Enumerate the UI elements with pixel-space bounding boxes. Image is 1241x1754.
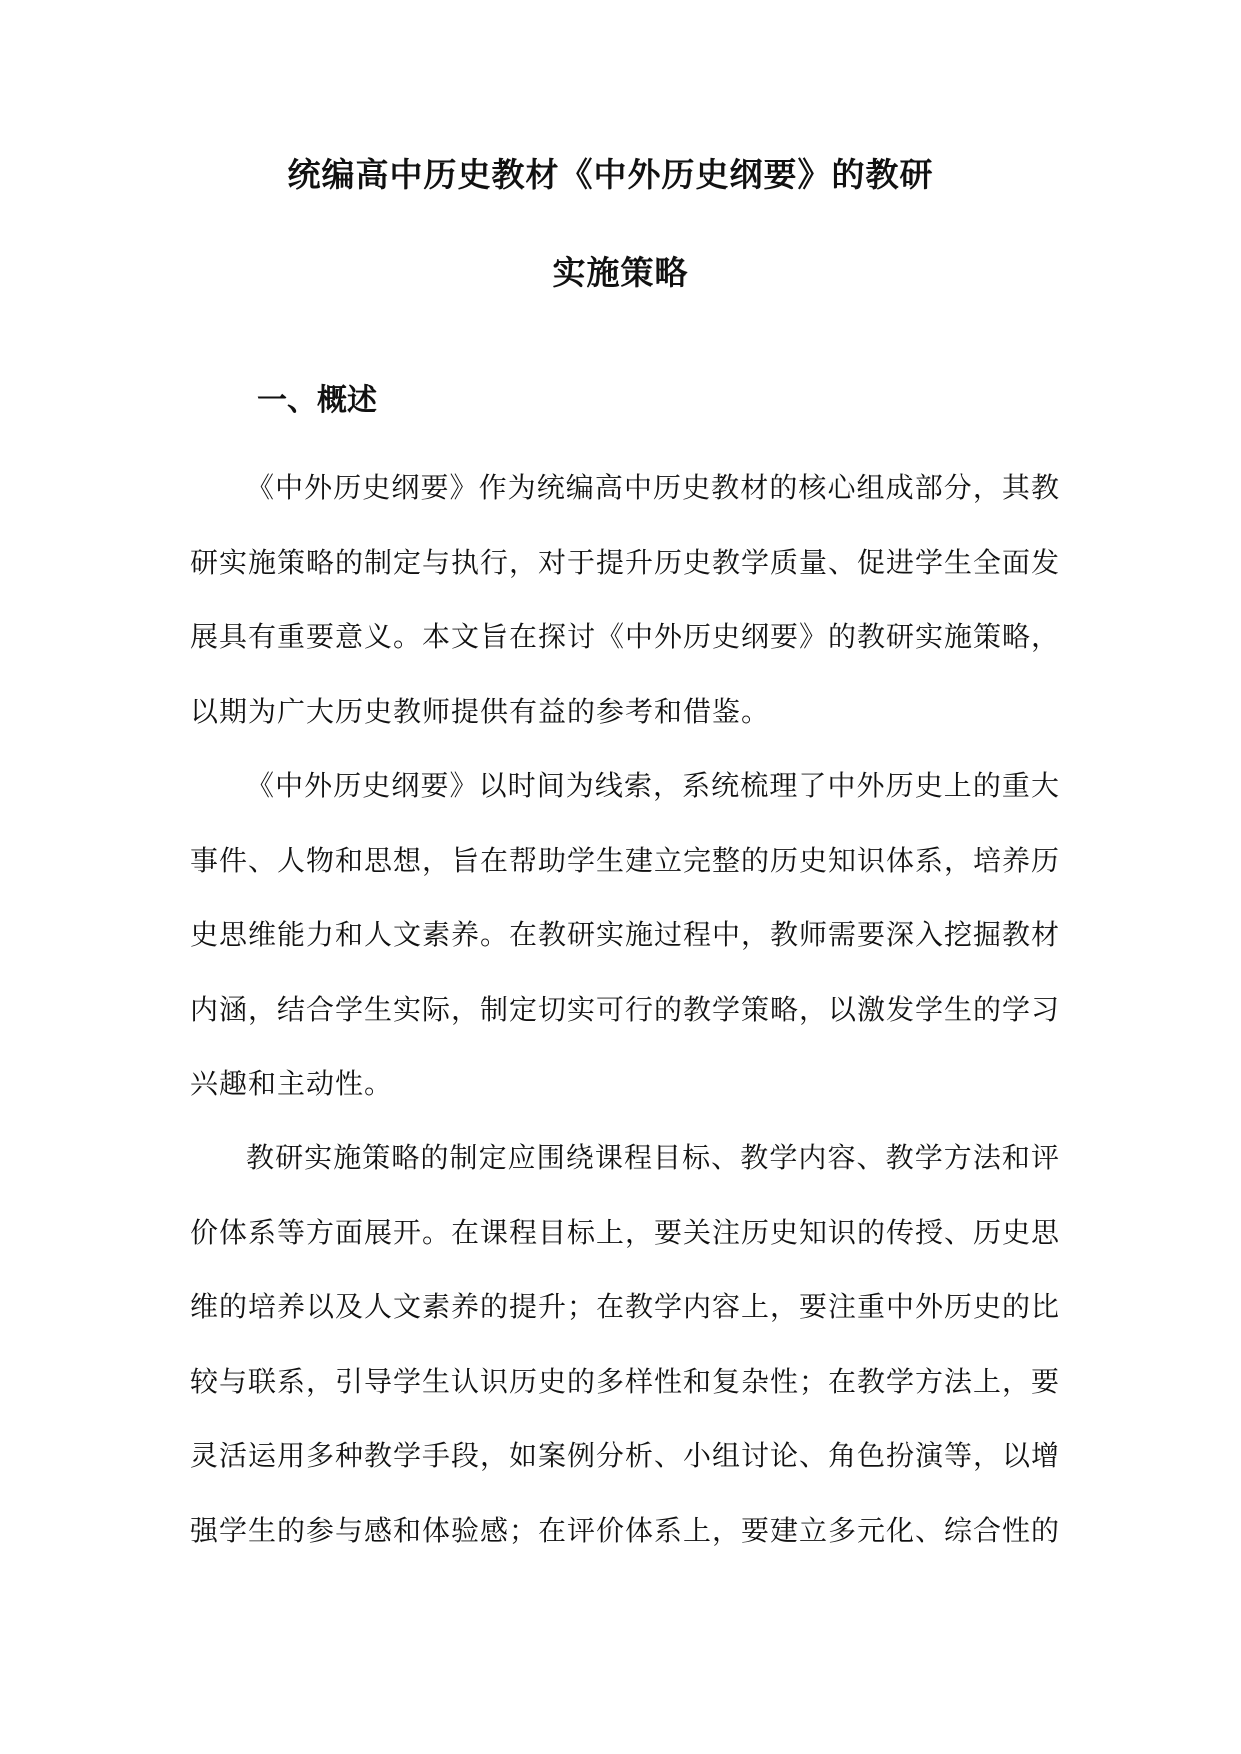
document-title-line-2: 实施策略 xyxy=(552,253,689,292)
document-title-line-1: 统编高中历史教材《中外历史纲要》的教研 xyxy=(287,155,934,194)
body-paragraph-1: 《中外历史纲要》作为统编高中历史教材的核心组成部分，其教研实施策略的制定与执行，对于提升历史教学质量、促进学生全面发展具有重要意义。本文旨在探讨《中外历史纲要》的教研实施策略，以期为广大历史教师提供有益的参考和借鉴。 xyxy=(190,471,1061,728)
section-heading: 一、概述 xyxy=(257,383,377,418)
body-paragraph-3: 教研实施策略的制定应围绕课程目标、教学内容、教学方法和评价体系等方面展开。在课程目标上，要关注历史知识的传授、历史思维的培养以及人文素养的提升；在教学内容上，要注重中外历史的比较与联系，引导学生认识历史的多样性和复杂性；在教学方法上，要灵活运用多种教学手段，如案例分析、小组讨论、角色扮演等，以增强学生的参与感和体验感；在评价体系上，要建立多元化、综合性的 xyxy=(190,1141,1061,1547)
body-paragraph-2: 《中外历史纲要》以时间为线索，系统梳理了中外历史上的重大事件、人物和思想，旨在帮助学生建立完整的历史知识体系，培养历史思维能力和人文素养。在教研实施过程中，教师需要深入挖掘教材内涵，结合学生实际，制定切实可行的教学策略，以激发学生的学习兴趣和主动性。 xyxy=(190,769,1061,1100)
